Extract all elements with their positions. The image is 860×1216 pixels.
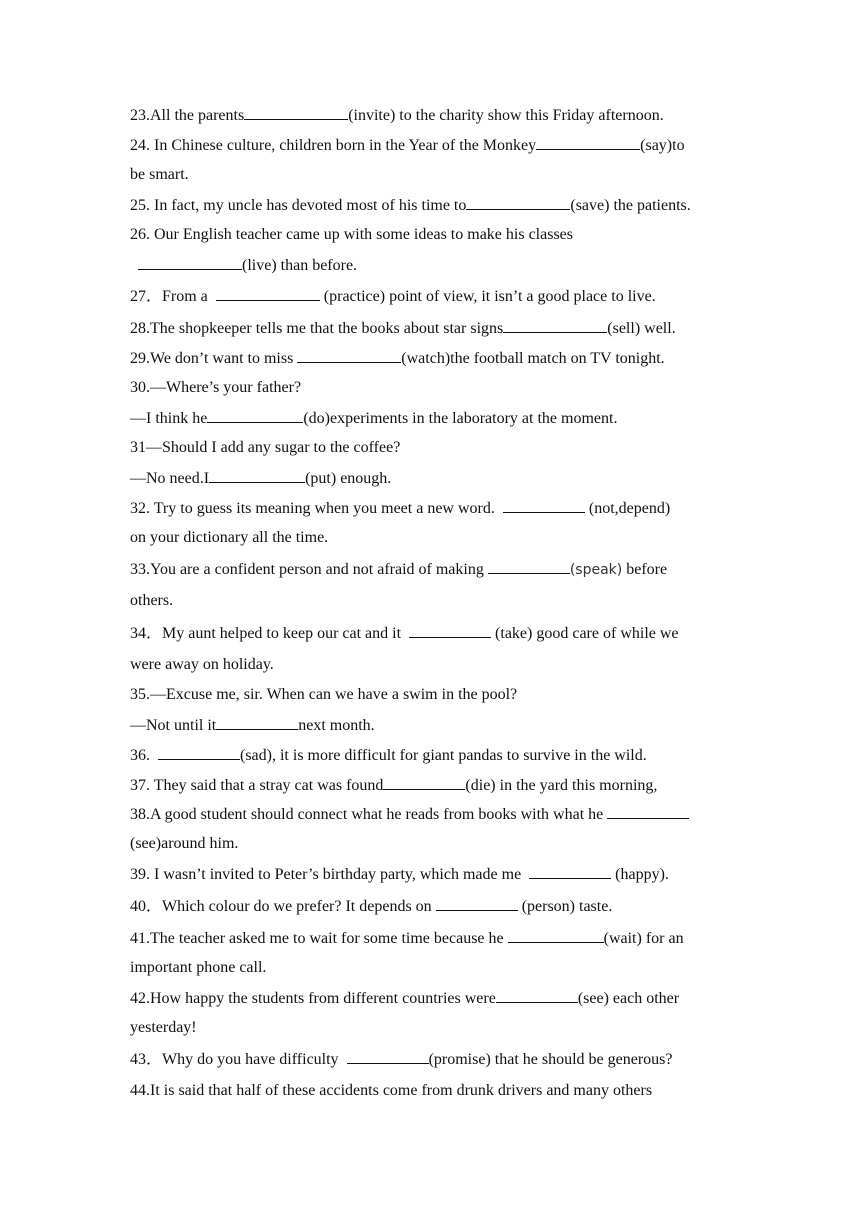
question-25 [130, 195, 735, 215]
question-text: 40．Which colour do we prefer? It depends on [130, 898, 436, 915]
question-text: 39. I wasn’t invited to Peter’s birthday party, which made me [130, 866, 526, 883]
answer-blank[interactable] [503, 318, 607, 333]
question-text: be smart. [130, 166, 189, 183]
answer-blank[interactable] [297, 348, 401, 363]
question-text: —No need.I [130, 470, 210, 487]
question-38-continued [130, 834, 735, 854]
question-43 [130, 1049, 735, 1069]
question-26 [130, 225, 735, 245]
question-text: (live) than before. [242, 257, 358, 274]
question-38 [130, 804, 735, 824]
question-text: (put) enough. [305, 470, 392, 487]
question-text: —I think he [130, 410, 208, 427]
question-text: important phone call. [130, 959, 267, 976]
question-33-continued [130, 591, 735, 611]
question-text: (promise) that he should be generous? [428, 1051, 673, 1068]
question-41-continued [130, 958, 735, 978]
question-text: (take) good care of while we [491, 625, 679, 642]
question-text: (invite) to the charity show this Friday afternoon. [348, 107, 664, 124]
question-34-continued [130, 655, 735, 675]
question-text: (speak) [569, 562, 623, 578]
question-text: 24. In Chinese culture, children born in the Year of the Monkey [130, 137, 537, 154]
answer-blank[interactable] [138, 255, 242, 270]
question-29 [130, 348, 735, 368]
question-24-continued [130, 165, 735, 185]
question-text: 36. [130, 747, 154, 764]
question-text: others. [130, 592, 174, 609]
question-text: 28.The shopkeeper tells me that the books about star signs [130, 320, 504, 337]
question-text: 41.The teacher asked me to wait for some time because he [130, 930, 508, 947]
answer-blank[interactable] [607, 804, 689, 819]
question-text: (not,depend) [584, 500, 671, 517]
question-text: on your dictionary all the time. [130, 529, 329, 546]
question-44 [130, 1081, 735, 1101]
question-36 [130, 745, 735, 765]
question-28 [130, 318, 735, 338]
question-text: 26. Our English teacher came up with some ideas to make his classes [130, 226, 573, 243]
question-34 [130, 623, 735, 643]
question-text: 23.All the parents [130, 107, 245, 124]
question-text: 29.We don’t want to miss [130, 350, 298, 367]
question-text: 37. They said that a stray cat was found [130, 777, 384, 794]
question-text: 44.It is said that half of these accidents come from drunk drivers and many others [130, 1082, 653, 1099]
question-30-response [130, 408, 735, 428]
question-text: 42.How happy the students from different countries were [130, 990, 496, 1007]
question-text: (die) in the yard this morning, [465, 777, 658, 794]
question-27 [130, 286, 735, 306]
question-32-continued [130, 528, 735, 548]
question-text: 31—Should I add any sugar to the coffee? [130, 439, 401, 456]
question-text: 27．From a [130, 288, 212, 305]
question-42 [130, 988, 735, 1008]
question-31-response [130, 468, 735, 488]
question-text: 38.A good student should connect what he reads from books with what he [130, 806, 608, 823]
question-text: (see) each other [577, 990, 680, 1007]
answer-blank[interactable] [488, 559, 570, 574]
answer-blank[interactable] [503, 498, 585, 513]
question-text: 32. Try to guess its meaning when you meet a new word. [130, 500, 499, 517]
question-text: (person) taste. [517, 898, 613, 915]
answer-blank[interactable] [244, 105, 348, 120]
answer-blank[interactable] [207, 408, 303, 423]
question-text: 33.You are a confident person and not afraid of making [130, 561, 488, 578]
question-text: (do)experiments in the laboratory at the moment. [303, 410, 618, 427]
question-text: (sad), it is more difficult for giant pandas to survive in the wild. [240, 747, 647, 764]
answer-blank[interactable] [529, 864, 611, 879]
answer-blank[interactable] [409, 623, 491, 638]
answer-blank[interactable] [216, 715, 298, 730]
question-text: (practice) point of view, it isn’t a good place to live. [319, 288, 656, 305]
question-24 [130, 135, 735, 155]
answer-blank[interactable] [383, 775, 465, 790]
question-37 [130, 775, 735, 795]
question-text: next month. [298, 717, 375, 734]
question-31 [130, 438, 735, 458]
question-text: before [622, 561, 668, 578]
question-30 [130, 378, 735, 398]
question-text: (watch)the football match on TV tonight. [401, 350, 665, 367]
question-23 [130, 105, 735, 125]
question-26-continued [138, 255, 743, 275]
question-text: (save) the patients. [570, 197, 691, 214]
answer-blank[interactable] [508, 928, 604, 943]
answer-blank[interactable] [496, 988, 578, 1003]
answer-blank[interactable] [466, 195, 570, 210]
question-text: (sell) well. [607, 320, 676, 337]
answer-blank[interactable] [209, 468, 305, 483]
question-33 [130, 559, 735, 579]
answer-blank[interactable] [436, 896, 518, 911]
question-39 [130, 864, 735, 884]
question-42-continued [130, 1018, 735, 1038]
question-text: were away on holiday. [130, 656, 274, 673]
question-35 [130, 685, 735, 705]
question-32 [130, 498, 735, 518]
answer-blank[interactable] [158, 745, 240, 760]
question-text: yesterday! [130, 1019, 197, 1036]
question-text: 34．My aunt helped to keep our cat and it [130, 625, 406, 642]
answer-blank[interactable] [347, 1049, 429, 1064]
question-text: 35.—Excuse me, sir. When can we have a swim in the pool? [130, 686, 518, 703]
question-40 [130, 896, 735, 916]
question-text: 43．Why do you have difficulty [130, 1051, 343, 1068]
question-text: 30.—Where’s your father? [130, 379, 302, 396]
answer-blank[interactable] [216, 286, 320, 301]
answer-blank[interactable] [536, 135, 640, 150]
question-41 [130, 928, 735, 948]
question-text: (happy). [611, 866, 669, 883]
question-text: (wait) for an [603, 930, 684, 947]
question-text: —Not until it [130, 717, 217, 734]
question-35-response [130, 715, 735, 735]
question-text: (see)around him. [130, 835, 239, 852]
question-text: 25. In fact, my uncle has devoted most of his time to [130, 197, 467, 214]
question-text: (say)to [640, 137, 685, 154]
